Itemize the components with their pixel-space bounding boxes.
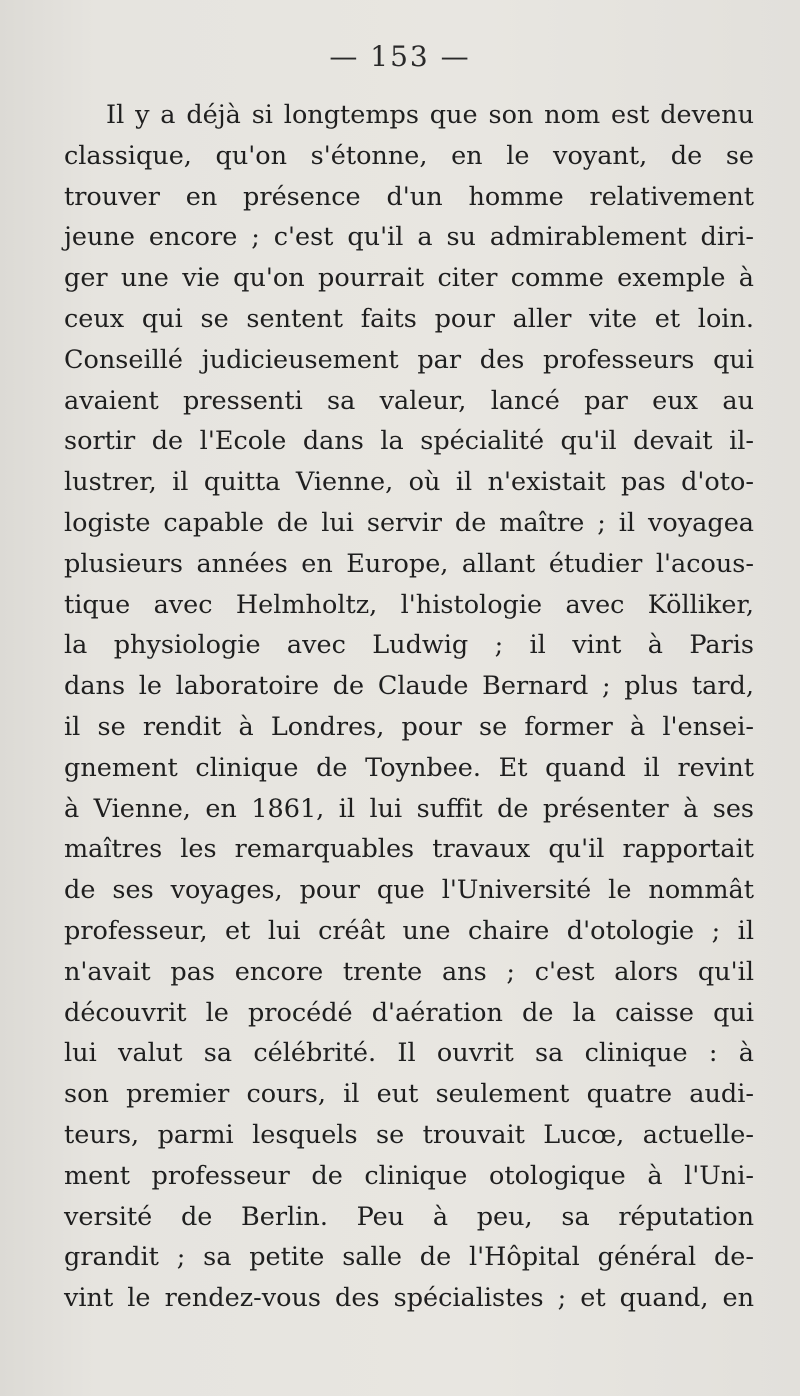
text-line: son premier cours, il eut seulement quatre audi- (64, 1079, 754, 1110)
text-line: ceux qui se sentent faits pour aller vite et loin. (64, 303, 754, 334)
text-line: jeune encore ; c'est qu'il a su admirablement diri- (64, 222, 754, 253)
text-line: lui valut sa célébrité. Il ouvrit sa clinique : à (64, 1038, 754, 1069)
text-line: lustrer, il quitta Vienne, où il n'existait pas d'oto- (64, 467, 754, 498)
text-line: trouver en présence d'un homme relativement (64, 181, 754, 212)
text-line: Conseillé judicieusement par des professeurs qui (64, 344, 754, 375)
text-line: dans le laboratoire de Claude Bernard ; plus tard, (64, 671, 754, 702)
text-line: teurs, parmi lesquels se trouvait Lucœ, actuelle- (64, 1119, 754, 1150)
text-line: versité de Berlin. Peu à peu, sa réputation (64, 1201, 754, 1232)
text-line: ment professeur de clinique otologique à l'Uni- (64, 1160, 754, 1191)
text-line: professeur, et lui créât une chaire d'otologie ; il (64, 915, 754, 946)
text-line: plusieurs années en Europe, allant étudier l'acous- (64, 548, 754, 579)
text-line: logiste capable de lui servir de maître ; il voyagea (64, 507, 754, 538)
text-line: la physiologie avec Ludwig ; il vint à Paris (64, 630, 754, 661)
text-line: maîtres les remarquables travaux qu'il rapportait (64, 834, 754, 865)
text-line: Il y a déjà si longtemps que son nom est devenu (106, 100, 754, 130)
page-number: — 153 — (329, 40, 471, 73)
text-line: tique avec Helmholtz, l'histologie avec Kölliker, (64, 589, 754, 620)
text-line: n'avait pas encore trente ans ; c'est alors qu'il (64, 956, 754, 987)
text-line: vint le rendez-vous des spécialistes ; et quand, en (64, 1283, 754, 1314)
text-line: à Vienne, en 1861, il lui suffit de présenter à ses (64, 793, 754, 824)
text-line: grandit ; sa petite salle de l'Hôpital général de- (64, 1242, 754, 1273)
text-line: il se rendit à Londres, pour se former à l'ensei- (64, 711, 754, 742)
text-line: gnement clinique de Toynbee. Et quand il revint (64, 752, 754, 783)
text-line: de ses voyages, pour que l'Université le nommât (64, 875, 754, 906)
text-line: découvrit le procédé d'aération de la caisse qui (64, 997, 754, 1028)
text-line: sortir de l'Ecole dans la spécialité qu'il devait il- (64, 426, 754, 457)
text-line: ger une vie qu'on pourrait citer comme exemple à (64, 263, 754, 294)
text-line: classique, qu'on s'étonne, en le voyant, de se (64, 140, 754, 171)
body-text (64, 95, 754, 1319)
text-line: avaient pressenti sa valeur, lancé par eux au (64, 385, 754, 416)
